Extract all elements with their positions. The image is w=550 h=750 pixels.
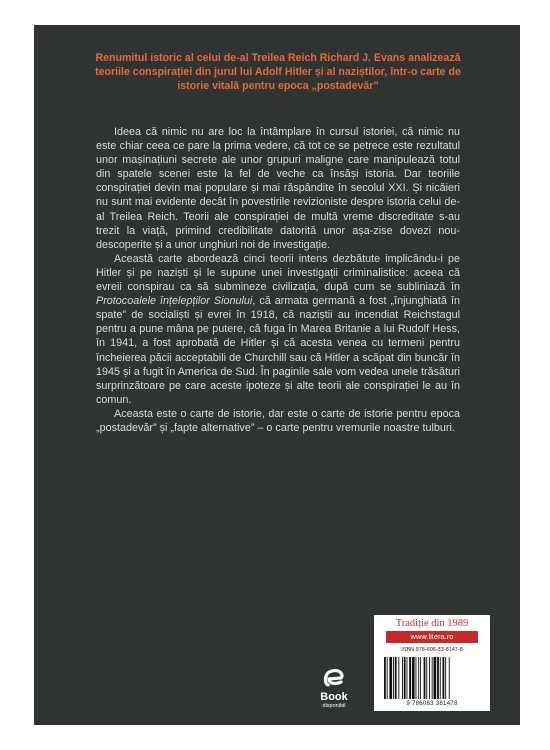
paragraph-2-end: , că armata germană a fost „înjunghiată în spate” de socialiști și evrei în 1918, că naziștii au incendiat Reichstagul pentru a pune mâna pe putere, că fuga în Marea Britanie a lui Rudolf Hess, în 1941, a fost aprobată de Hitler și că acesta venea cu termeni pentru încheierea păcii acceptabili de Churchill sau că Hitler a scăpat din buncăr în 1945 și a fugit în America de Sud. În paginile sale vom vedea unele trăsături surprinzătoare pe care aceste ipoteze și alte teorii ale conspirației le au în comun. [96, 295, 460, 406]
protocols-title: Protocoalele înțelepților Sionului [96, 295, 253, 308]
cover-blurb: Renumitul istoric al celui de-al Treilea Reich Richard J. Evans analizează teoriile conspirației din jurul lui Adolf Hitler și al naziștilor, într-o carte de istorie vitală pentru epoca „postadevăr” [95, 52, 461, 92]
paragraph-2-start: Această carte abordează cinci teorii intens dezbătute implicându-i pe Hitler și pe naziști și le supune unei investigații criminalistice: aceea că evreii conspirau ca să submineze civilizația, după cum se subliniază în [96, 252, 460, 294]
isbn-text: ISBN 978-606-33-8147-8 [401, 647, 463, 653]
ebook-badge [314, 665, 354, 713]
publisher-url: www.litera.ro [386, 631, 478, 643]
barcode-digits: 9 786063 381478 [406, 701, 458, 707]
ebook-icon [314, 665, 354, 691]
book-back-cover [34, 25, 520, 725]
paragraph-3: Aceasta este o carte de istorie, dar este o carte de istorie pentru epoca „postadevăr” și „fapte alternative” – o carte pentru vremurile noastre tulburi. [96, 407, 460, 434]
ebook-availability: disponibil [322, 703, 346, 709]
paragraph-1: Ideea că nimic nu are loc la întâmplare în cursul istoriei, că nimic nu este chiar ceea ce pare la prima vedere, că tot ce se petrece este rezultatul unor mașinațiuni secrete ale unor grupuri maligne care manipulează totul din spatele scenei este la fel de veche ca însăși istoria. Dar teoriile conspirației devin mai populare și mai răspândite în secolul XXI. Și nicăieri nu sunt mai evidente decât în povestirile revizioniste despre istoria celui de-al Treilea Reich. Teorii ale conspirației de multă vreme discreditate s-au trezit la viață, primind credibilitate datorită unor așa-zise dovezi nou-descoperite și a unor unghiuri noi de investigație. [96, 126, 460, 251]
publisher-barcode-badge [374, 615, 490, 711]
ebook-label: Book [320, 691, 348, 703]
cover-description [96, 125, 460, 435]
barcode-icon [382, 657, 482, 699]
publisher-tagline: Tradiție din 1989 [395, 618, 469, 629]
paragraph-2 [96, 252, 460, 407]
